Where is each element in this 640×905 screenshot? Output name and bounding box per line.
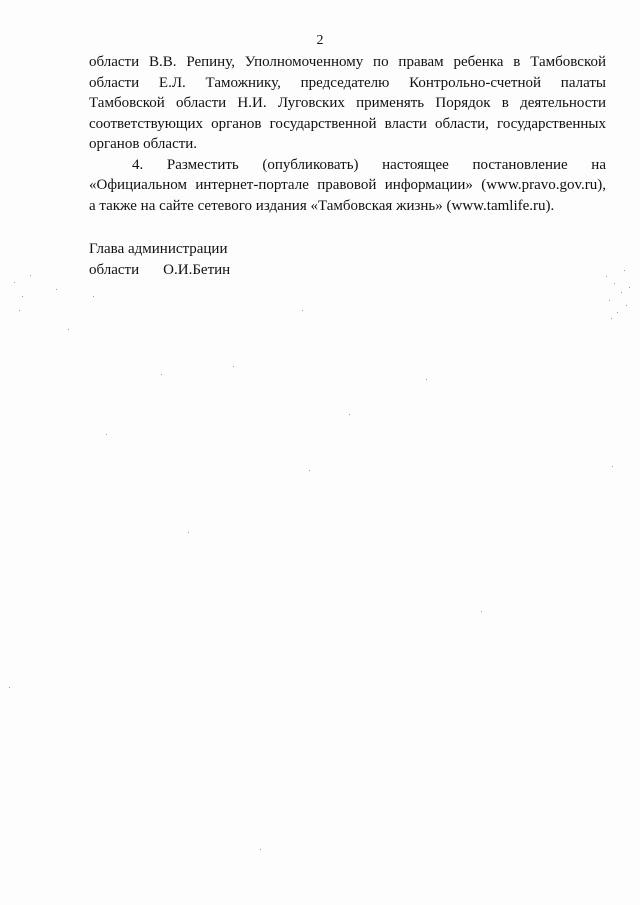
- signatory-region: области: [89, 261, 140, 278]
- paragraph-item-4: [89, 155, 606, 176]
- signatory-title: Глава администрации: [89, 241, 228, 257]
- signature-block: [89, 239, 230, 280]
- paragraph-item-4-continuation: [89, 175, 606, 216]
- text-line: 4. Разместить (опубликовать) настоящее постановление на: [132, 156, 606, 173]
- signatory-name: О.И.Бетин: [163, 261, 231, 278]
- text-line: «Официальном интернет-портале правовой информации» (www.pravo.gov.ru),: [89, 177, 606, 193]
- text-line: органов области.: [89, 136, 198, 152]
- text-line: а также на сайте сетевого издания «Тамбовская жизнь» (www.tamlife.ru).: [89, 197, 555, 214]
- text-line: области Е.Л. Таможнику, председателю Контрольно-счетной палаты: [89, 74, 606, 91]
- document-body: [89, 52, 606, 216]
- paragraph-continuation: [89, 52, 606, 155]
- page-number: 2: [316, 33, 324, 48]
- signatory-title-line2: [89, 260, 230, 281]
- text-line: соответствующих органов государственной власти области, государственных: [89, 115, 606, 132]
- text-line: Тамбовской области Н.И. Луговских применять Порядок в деятельности: [89, 95, 606, 111]
- text-line: области В.В. Репину, Уполномоченному по правам ребенка в Тамбовской: [89, 54, 606, 70]
